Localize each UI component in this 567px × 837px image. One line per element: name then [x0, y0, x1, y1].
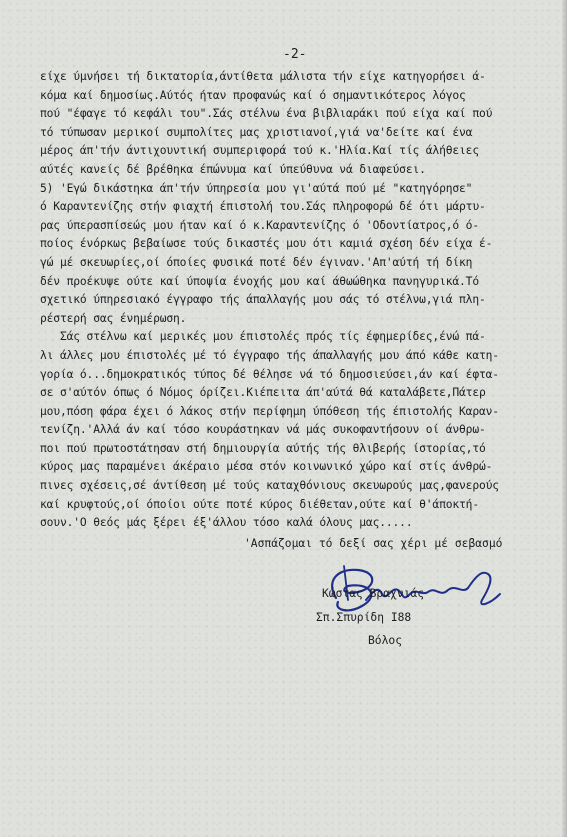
text-line: πινες σχέσεις,σέ άντίθεση μέ τούς καταχθόνιους σκευωρούς μας,φανερούς — [40, 479, 499, 493]
text-line: καί κρυφτούς,οί όποίοι ούτε ποτέ κύρος διέθεταν,ούτε καί θ'άποκτή- — [40, 497, 479, 511]
text-line: τό τύπωσαν μερικοί συμπολίτες μας χριστιανοί,γιά να'δείτε καί ένα — [40, 125, 473, 139]
text-line: σουν.'Ο θεός μάς ξέρει έξ'άλλου τόσο καλά όλους μας..... — [40, 516, 413, 530]
text-line: μου,πόση φάρα έχει ό λάκος στήν περίφημη ύπόθεση τής έπιστολής Καραν- — [40, 404, 499, 418]
text-line: λι άλλες μου έπιστολές μέ τό έγγραφο τής άπαλλαγής μου άπό κάθε κατη- — [40, 348, 499, 362]
page-number: -2- — [283, 47, 307, 62]
text-line: γώ μέ σκευωρίες,οί όποίες φυσικά ποτέ δέν έγιναν.'Απ'αύτή τή δίκη — [40, 255, 473, 269]
text-line: πού "έφαγε τό κεφάλι του".Σάς στέλνω ένα βιβλιαράκι πού είχα καί πού — [40, 107, 493, 121]
text-line: ό Καραντενίζης στήν φιαχτή έπιστολή του.Σάς πληροφορώ δέ ότι μάρτυ- — [40, 200, 486, 214]
text-line: δέν προέκυψε ούτε καί ύποψία ένοχής μου καί άθωώθηκα πανηγυρικά.Τό — [40, 274, 479, 288]
page-edge-shadow — [561, 0, 567, 837]
text-line: 5) 'Εγώ δικάστηκα άπ'τήν ύπηρεσία μου γι'αύτά πού μέ "κατηγόρησε" — [40, 181, 473, 195]
letter-body — [40, 68, 540, 533]
text-line: είχε ύμνήσει τή δικτατορία,άντίθετα μάλιστα τήν είχε κατηγορήσει ά- — [40, 70, 486, 83]
text-line: ποι πού πρωτοστάτησαν στή δημιουργία αύτής τής θλιβερής ίστορίας,τό — [40, 441, 486, 455]
text-line: ποίος ένόρκως βεβαίωσε τούς δικαστές μου ότι καμιά σχέση δέν είχα έ- — [40, 237, 493, 251]
text-line: αύτές κανείς δέ βρέθηκα έπώνυμα καί ύπεύθυνα νά διαφεύσει. — [40, 162, 426, 176]
closing-line: 'Ασπάζομαι τό δεξί σας χέρι μέ σεβασμό — [244, 537, 503, 550]
text-line: τενίζη.'Αλλά άν καί τόσο κουράστηκαν νά μάς συκοφαντήσουν οί άνθρω- — [40, 423, 486, 437]
text-line: Σάς στέλνω καί μερικές μου έπιστολές πρός τίς έφημερίδες,ένώ πά- — [40, 330, 486, 344]
text-line: ρας ύπερασπίσεώς μου ήταν καί ό κ.Καραντενίζης ό 'Οδοντίατρος,ό ό- — [40, 218, 479, 232]
text-line: κόμα καί δημοσίως.Αύτός ήταν προφανώς καί ό σημαντικότερος λόγος — [40, 88, 466, 102]
text-line: ρέστερή σας ένημέρωση. — [40, 311, 187, 325]
text-line: σχετικό ύπηρεσιακό έγγραφο τής άπαλλαγής μου σάς τό στέλνω,γιά πλη- — [40, 293, 486, 307]
sender-name: Κώστας Βραχνιάς — [322, 587, 425, 600]
sender-city: Βόλος — [368, 634, 403, 647]
text-line: σε σ'αύτόν όπως ό Νόμος όρίζει.Κιέπειτα άπ'αύτά θά καταλάβετε,Πάτερ — [40, 386, 486, 400]
text-line: γορία ό...δημοκρατικός τύπος δέ θέλησε νά τό δημοσιεύσει,άν καί έφτα- — [40, 367, 499, 381]
text-line: μέρος άπ'τήν άντιχουντική συμπεριφορά τού κ.'Ηλία.Καί τίς άλήθειες — [40, 144, 479, 158]
sender-address: Σπ.Σπυρίδη Ι88 — [316, 611, 412, 624]
text-line: κύρος μας παραμένει άκέραιο μέσα στόν κοινωνικό χώρο καί στίς άνθρώ- — [40, 460, 493, 474]
